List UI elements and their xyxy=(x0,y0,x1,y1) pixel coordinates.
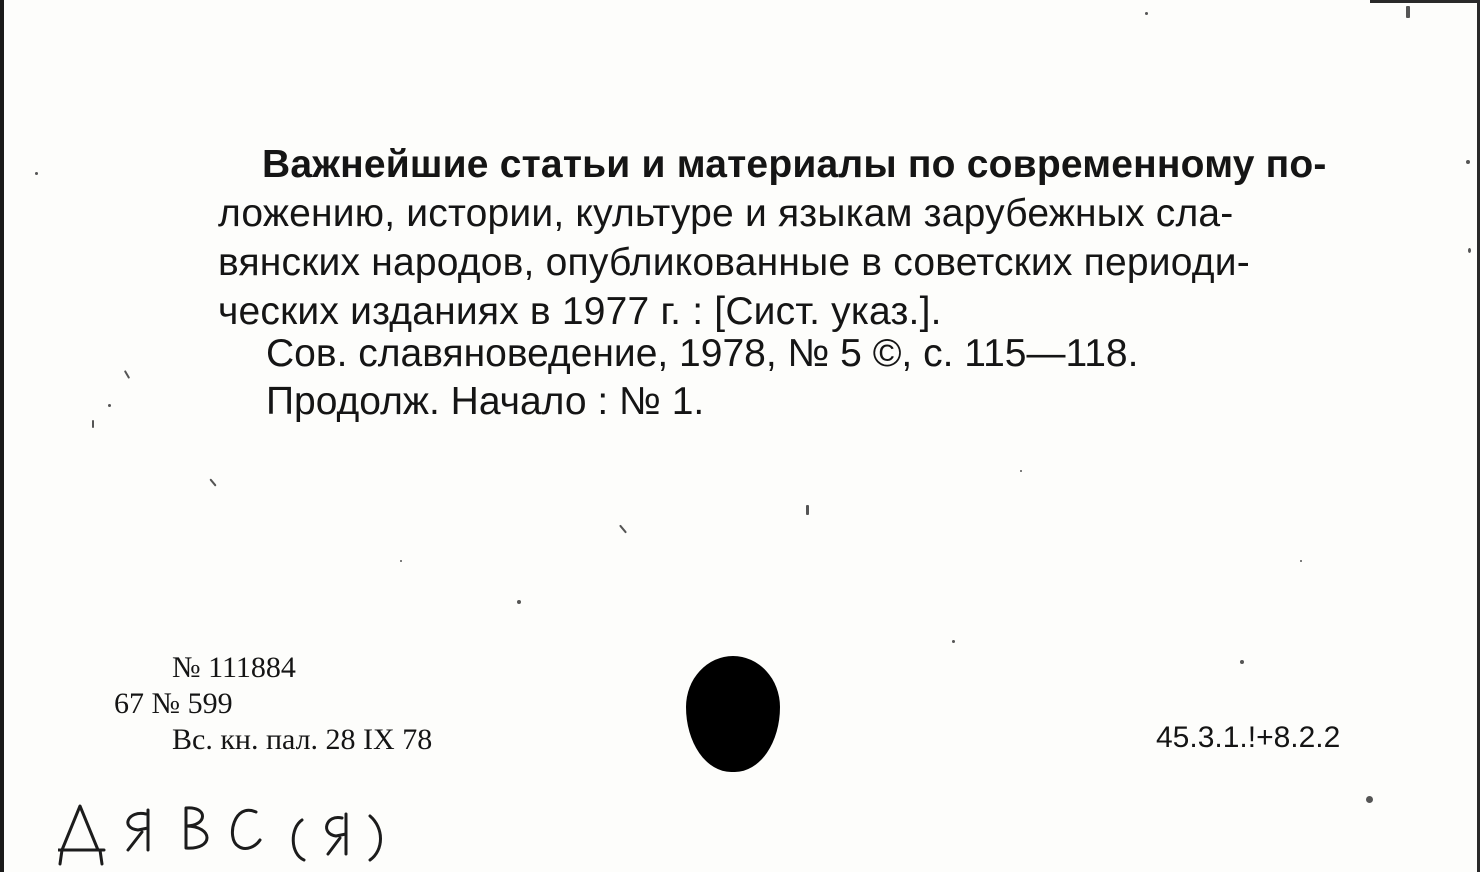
handwritten-note xyxy=(58,798,398,868)
source-line-1: Сов. славяноведение, 1978, № 5 ©, с. 115—118. xyxy=(266,332,1139,375)
classification-code: 45.3.1.!+8.2.2 xyxy=(1156,721,1341,754)
card-left-edge xyxy=(0,0,4,872)
registration-line-3: Вс. кн. пал. 28 IX 78 xyxy=(172,723,433,756)
title-line-3: вянских народов, опубликованные в советских периоди- xyxy=(218,241,1250,284)
registration-line-1: № 111884 xyxy=(172,651,296,684)
title-line-1: Важнейшие статьи и материалы по современному по- xyxy=(262,143,1327,186)
card-top-edge xyxy=(1370,0,1480,3)
title-line-2: ложению, истории, культуре и языкам зарубежных сла- xyxy=(218,192,1234,235)
title-line-4: ческих изданиях в 1977 г. : [Сист. указ.]. xyxy=(218,290,942,333)
registration-block xyxy=(114,650,432,758)
registration-line-2: 67 № 599 xyxy=(114,687,233,720)
source-block xyxy=(266,330,1138,426)
title-block xyxy=(218,140,1392,336)
source-line-2: Продолж. Начало : № 1. xyxy=(266,380,705,423)
punch-hole xyxy=(686,656,780,772)
